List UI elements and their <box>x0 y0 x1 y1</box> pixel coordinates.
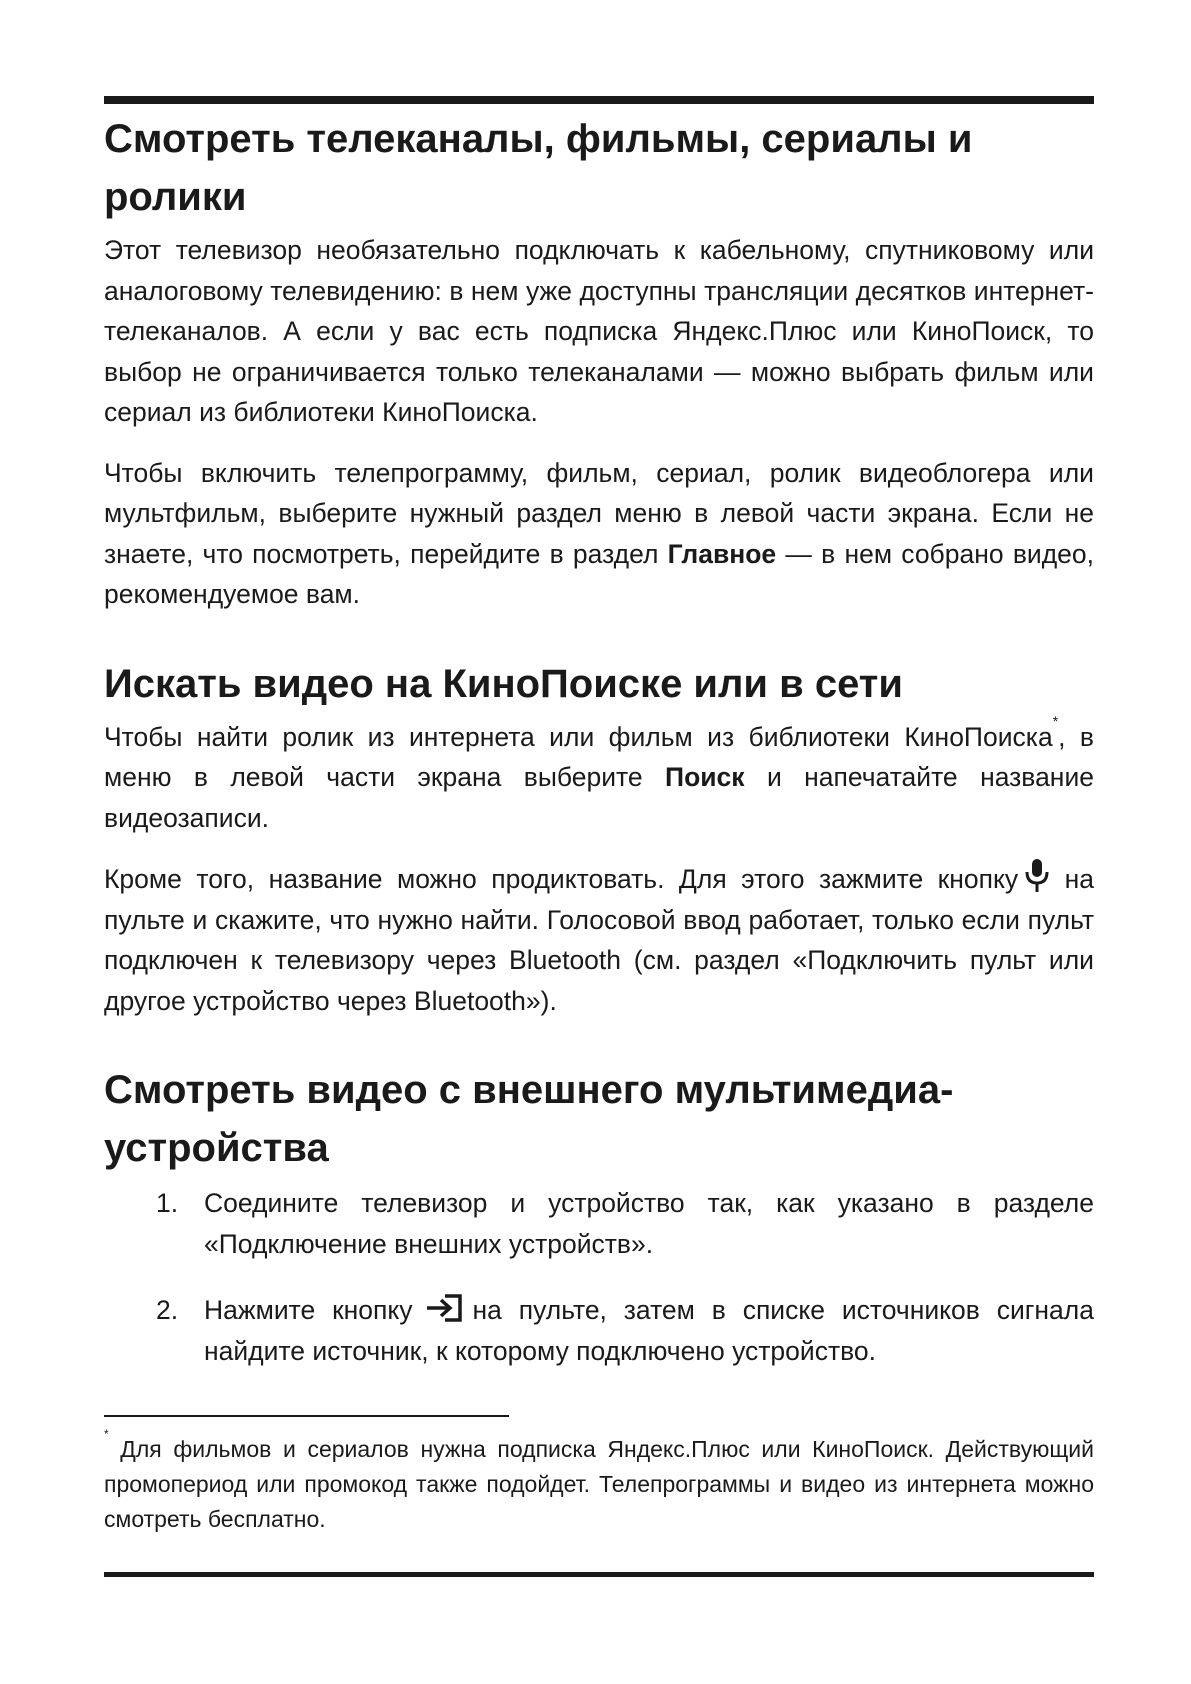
microphone-icon <box>1024 858 1050 894</box>
steps-list <box>104 1183 1094 1371</box>
footnote-marker: * <box>104 1427 109 1441</box>
input-source-icon <box>425 1293 463 1321</box>
section-title-external: Смотреть видео с внешнего мультимедиа-устройства <box>104 1068 954 1170</box>
footnote-marker: * <box>1052 712 1059 729</box>
menu-item-main-label: Главное <box>667 538 777 569</box>
footnote: * Для фильмов и сериалов нужна подписка Яндекс.Плюс или КиноПоиск. Действующий промопериод или промокод также подойдет. Телепрограммы и видео из интернета можно смотреть бесплатно. <box>104 1427 1094 1532</box>
top-divider <box>104 96 1094 104</box>
section-watch-paragraph-1: Этот телевизор необязательно подключать к кабельному, спутниковому или аналоговому телевидению: в нем уже доступны трансляции десятков интернет-телеканалов. А если у вас есть подписка Яндекс.Плюс или КиноПоиск, то выбор не ограничивается только телеканалами — можно выбрать фильм или сериал из библиотеки КиноПоиска. <box>104 235 1094 427</box>
footnote-divider <box>104 1415 509 1417</box>
section-watch-paragraph-2: Чтобы включить телепрограмму, фильм, сериал, ролик видеоблогера или мультфильм, выберите нужный раздел меню в левой части экрана. Если не знаете, что посмотреть, перейдите в раздел Главное — в нем собрано видео, рекомендуемое вам. <box>104 457 1094 609</box>
menu-item-search-label: Поиск <box>665 762 745 792</box>
section-title-search: Искать видео на КиноПоиске или в сети <box>104 661 903 706</box>
step-number: 2. <box>156 1295 179 1325</box>
bottom-divider <box>104 1572 1094 1577</box>
step-number: 1. <box>156 1188 179 1218</box>
list-item: 1. Соедините телевизор и устройство так, как указано в разделе «Подключение внешних устройств». <box>104 1183 1094 1264</box>
page-content <box>104 96 1094 1371</box>
section-title-watch: Смотреть телеканалы, фильмы, сериалы и ролики <box>104 117 973 219</box>
list-item: 2. Нажмите кнопку на пульте, затем в списке источников сигнала найдите источник, к которому подключено устройство. <box>104 1290 1094 1371</box>
section-search-paragraph-1: Чтобы найти ролик из интернета или фильм из библиотеки КиноПоиска*, в меню в левой части экрана выберите Поиск и напечатайте название видеозаписи. <box>104 712 1094 833</box>
section-search-paragraph-2: Кроме того, название можно продиктовать. Для этого зажмите кнопку на пульте и скажите, что нужно найти. Голосовой ввод работает, только если пульт подключен к телевизору через Bluetooth (см. раздел «Подключить пульт или другое устройство через Bluetooth»). <box>104 858 1094 1021</box>
